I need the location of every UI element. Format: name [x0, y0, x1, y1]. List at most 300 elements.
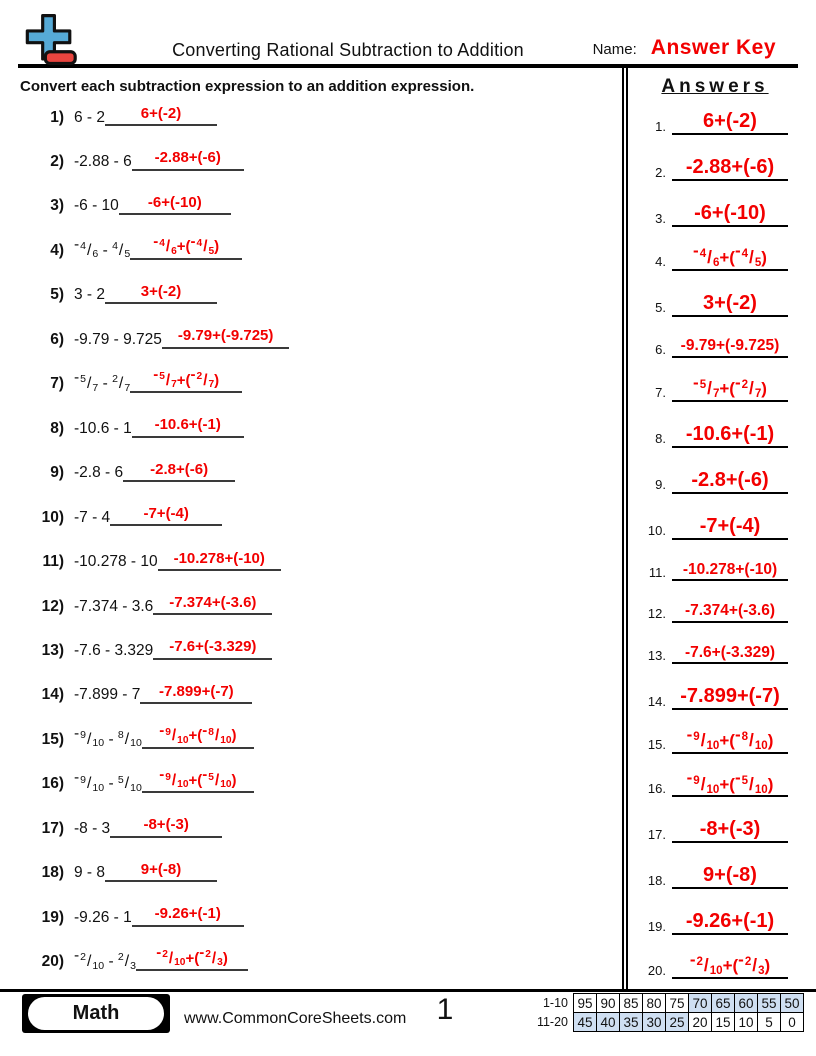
fraction-minus: - [153, 232, 159, 250]
answers-row [638, 949, 792, 979]
answer-number: 7. [655, 385, 666, 401]
fraction-denominator: 10 [177, 734, 189, 746]
problem-answer-text: -8+(-3) [143, 816, 189, 834]
fraction [112, 242, 130, 259]
answer-text: -$^9$/10+(-$^8$/10) [686, 724, 774, 753]
problem-row [20, 505, 618, 526]
problem-expression: -$^9$/10 - $^8$/10 [74, 724, 142, 750]
fraction [153, 232, 177, 257]
problem-number: 20) [41, 953, 64, 971]
answer-number: 14. [647, 693, 666, 709]
fraction-numerator: 9 [693, 731, 700, 744]
answer-text: -$^9$/10+(-$^5$/10) [686, 768, 774, 796]
fraction-numerator: 4 [196, 238, 203, 250]
answer-number: 11. [648, 564, 666, 580]
problem-expression: 6 - 2 [74, 108, 106, 126]
fraction-slash: / [203, 238, 208, 256]
answer-number: 19. [647, 918, 666, 934]
problem-number: 11) [42, 553, 64, 571]
problem-row [20, 721, 618, 750]
answer-line [672, 561, 788, 582]
answer-line [672, 423, 788, 448]
problem-row [20, 366, 618, 394]
answer-text: -9.79+(-9.725) [680, 337, 780, 355]
answer-blank-line [162, 327, 289, 348]
fraction-numerator: 5 [117, 773, 124, 786]
problem-number: 15) [41, 730, 64, 748]
fraction-denominator: 7 [754, 388, 762, 400]
problem-number: 12) [41, 597, 64, 615]
grading-score-cell: 80 [643, 994, 666, 1013]
fraction-denominator: 10 [754, 740, 768, 753]
answer-text: -2.8+(-6) [691, 468, 769, 491]
fraction-slash: / [171, 727, 177, 745]
answers-row [638, 685, 792, 710]
fraction-numerator: 5 [741, 774, 749, 787]
fraction-numerator: 2 [80, 951, 87, 964]
fraction-denominator: 5 [208, 246, 215, 257]
fraction [118, 775, 142, 792]
answer-blank-line [132, 149, 244, 170]
problem-answer-text: -2.88+(-6) [154, 149, 221, 167]
answer-line [672, 241, 788, 271]
answer-number: 10. [647, 523, 666, 539]
problem-row [20, 105, 618, 126]
answers-row [638, 910, 792, 935]
fraction [190, 232, 215, 257]
fraction-denominator: 10 [92, 959, 105, 972]
problem-row [20, 905, 618, 926]
fraction-numerator: 2 [205, 949, 211, 961]
fraction-minus: - [202, 721, 208, 739]
problems-column [18, 68, 622, 989]
fraction [190, 366, 215, 391]
answer-line [672, 202, 788, 227]
fraction [734, 241, 762, 269]
fraction-denominator: 10 [706, 740, 720, 753]
problem-number: 19) [41, 908, 64, 926]
fraction-slash: / [165, 238, 171, 256]
website-url: www.CommonCoreSheets.com [184, 1010, 407, 1027]
grading-range-label: 1-10 [542, 996, 568, 1010]
answers-row [638, 110, 792, 135]
problem-row [20, 327, 618, 348]
fraction-minus: - [156, 943, 162, 961]
answers-row [638, 292, 792, 317]
problem-row [20, 683, 618, 704]
problem-number: 3) [50, 197, 64, 215]
answer-line [672, 768, 788, 798]
problems-list [20, 95, 618, 989]
page-number: 1 [436, 993, 454, 1026]
fraction [112, 375, 130, 392]
problem-expression: -8 - 3 [74, 819, 111, 837]
problem-expression: 3 - 2 [74, 286, 106, 304]
answer-line [672, 110, 788, 135]
problem-answer-text: 6+(-2) [140, 105, 182, 122]
answer-number: 8. [655, 431, 666, 447]
answers-row [638, 724, 792, 754]
answer-line [672, 469, 788, 494]
fraction-denominator: 10 [754, 783, 768, 796]
grading-score-cell: 5 [758, 1013, 781, 1032]
answer-blank-line [110, 505, 222, 526]
answer-blank-line [105, 105, 217, 126]
answers-heading: Answers [661, 76, 769, 97]
problem-expression: -7.899 - 7 [74, 686, 141, 704]
fraction-numerator: 9 [165, 727, 171, 739]
answer-number: 3. [655, 210, 666, 226]
instruction-text: Convert each subtraction expression to an addition expression. [20, 78, 475, 95]
fraction-slash: / [124, 730, 130, 748]
fraction-minus: - [199, 943, 205, 961]
worksheet-body [18, 68, 798, 989]
answer-blank-line [130, 366, 242, 393]
answer-blank-line [136, 943, 248, 971]
problem-answer-text: -9.26+(-1) [154, 905, 221, 923]
problem-number: 10) [41, 508, 64, 526]
fraction [738, 949, 765, 978]
fraction-denominator: 10 [706, 783, 720, 796]
problem-answer-text: -$^2$/10+(-$^2$/3) [156, 943, 228, 969]
problem-number: 2) [50, 153, 64, 171]
fraction-slash: / [749, 246, 754, 267]
problem-row [20, 416, 618, 437]
answer-line [672, 644, 788, 665]
answer-text: -7.899+(-7) [680, 685, 780, 708]
fraction-minus: - [190, 366, 196, 384]
fraction [689, 949, 723, 978]
fraction-numerator: 4 [80, 240, 87, 253]
answer-line [672, 515, 788, 540]
fraction-slash: / [118, 374, 124, 392]
answers-column [622, 68, 798, 989]
grading-score-cell: 20 [689, 1013, 712, 1032]
answer-text: -7+(-4) [699, 514, 761, 537]
fraction-numerator: 2 [741, 379, 749, 391]
answer-text: 9+(-8) [703, 864, 757, 887]
fraction-slash: / [707, 246, 712, 267]
fraction-denominator: 10 [220, 779, 232, 791]
fraction-denominator: 7 [92, 381, 99, 394]
fraction-denominator: 6 [171, 246, 177, 257]
fraction-numerator: 4 [159, 238, 165, 250]
fraction-slash: / [171, 771, 177, 789]
problem-expression: -7.6 - 3.329 [74, 642, 154, 660]
problem-expression: -7 - 4 [74, 508, 111, 526]
problem-row [20, 816, 618, 837]
fraction-slash: / [87, 241, 92, 259]
fraction [153, 366, 177, 391]
fraction-denominator: 10 [709, 965, 723, 978]
problem-number: 1) [50, 108, 64, 126]
answer-blank-line [105, 283, 217, 304]
problem-row [20, 943, 618, 972]
answer-number: 17. [647, 827, 666, 843]
grading-table-row [537, 1013, 804, 1032]
fraction [734, 372, 762, 400]
grading-table-row [537, 994, 804, 1013]
fraction-numerator: 4 [699, 247, 707, 260]
problem-answer-text: -7.6+(-3.329) [169, 638, 257, 656]
problem-row [20, 461, 618, 482]
footer [0, 989, 816, 1036]
fraction-denominator: 10 [130, 737, 142, 750]
problem-answer-text: -$^9$/10+(-$^8$/10) [159, 721, 237, 746]
answer-text: 6+(-2) [703, 110, 757, 132]
fraction-numerator: 9 [693, 774, 700, 787]
problem-expression: 9 - 8 [74, 864, 106, 882]
fraction [686, 768, 720, 796]
fraction-minus: - [686, 768, 693, 788]
problem-number: 7) [50, 375, 64, 393]
grading-score-cell: 50 [781, 994, 804, 1013]
name-row [593, 36, 790, 60]
fraction-denominator: 7 [171, 379, 177, 391]
fraction-minus: - [202, 766, 208, 784]
answer-line [672, 292, 788, 317]
fraction-slash: / [124, 952, 130, 970]
fraction-numerator: 2 [196, 371, 203, 383]
grading-score-cell: 95 [574, 994, 597, 1013]
fraction-denominator: 10 [177, 779, 189, 791]
answer-text: -10.6+(-1) [685, 422, 775, 445]
answer-line [672, 372, 788, 402]
problem-number: 18) [41, 864, 64, 882]
grading-score-cell: 85 [620, 994, 643, 1013]
answer-text: 3+(-2) [703, 291, 757, 314]
fraction-numerator: 5 [699, 379, 707, 391]
math-badge-label: Math [72, 1002, 120, 1024]
problem-answer-text: -$^5$/7+(-$^2$/7) [153, 366, 220, 391]
fraction-denominator: 10 [174, 957, 186, 969]
fraction-denominator: 7 [712, 388, 720, 400]
problem-answer-text: 3+(-2) [140, 282, 182, 300]
problem-answer-text: -7+(-4) [143, 505, 189, 523]
fraction [734, 724, 768, 753]
fraction-minus: - [190, 232, 196, 250]
fraction-numerator: 5 [208, 771, 214, 783]
name-label: Name: [592, 41, 637, 58]
fraction-denominator: 10 [92, 737, 105, 750]
fraction [693, 241, 720, 269]
problem-answer-text: -7.374+(-3.6) [169, 593, 257, 611]
answers-row [638, 768, 792, 798]
fraction-slash: / [87, 775, 92, 793]
answer-blank-line [132, 905, 244, 926]
problem-answer-text: -$^9$/10+(-$^5$/10) [159, 766, 237, 791]
fraction-numerator: 9 [80, 729, 87, 742]
fraction-minus: - [693, 241, 699, 261]
fraction-denominator: 10 [220, 734, 232, 746]
fraction [74, 369, 99, 394]
answer-key-text: Answer Key [650, 36, 776, 59]
fraction [199, 943, 223, 969]
answer-line [672, 602, 788, 623]
answer-line [672, 864, 788, 889]
fraction-denominator: 3 [130, 959, 137, 972]
grading-score-cell: 35 [620, 1013, 643, 1032]
problem-answer-text: -$^4$/6+(-$^4$/5) [153, 232, 220, 257]
fraction-slash: / [749, 730, 754, 751]
problem-expression: -9.79 - 9.725 [74, 330, 162, 348]
answer-line [672, 910, 788, 935]
problem-expression: -6 - 10 [74, 197, 119, 215]
answer-line [672, 949, 788, 979]
problem-number: 6) [50, 330, 64, 348]
fraction-denominator: 6 [712, 256, 720, 269]
fraction [202, 766, 232, 791]
answers-row [638, 515, 792, 540]
answer-text: -7.6+(-3.329) [684, 643, 776, 661]
fraction-minus: - [738, 949, 744, 969]
answer-number: 20. [647, 962, 666, 978]
answer-text: -6+(-10) [694, 201, 766, 224]
fraction [686, 724, 720, 753]
fraction-denominator: 5 [124, 248, 131, 261]
answer-text: -$^4$/6+(-$^4$/5) [693, 241, 767, 269]
fraction-minus: - [159, 766, 165, 784]
grading-score-cell: 60 [735, 994, 758, 1013]
fraction-slash: / [211, 949, 217, 967]
fraction [118, 731, 142, 748]
problem-row [20, 550, 618, 571]
answer-text: -9.26+(-1) [685, 910, 775, 933]
math-badge-pill [28, 997, 164, 1030]
problem-answer-text: 9+(-8) [140, 860, 182, 878]
fraction [202, 721, 232, 746]
problem-number: 5) [50, 286, 64, 304]
problem-row [20, 594, 618, 615]
fraction-numerator: 4 [112, 240, 118, 253]
problem-expression: -7.374 - 3.6 [74, 597, 154, 615]
page-title: Converting Rational Subtraction to Addition [172, 40, 524, 60]
fraction-minus: - [74, 946, 80, 964]
grading-score-cell: 75 [666, 994, 689, 1013]
fraction-slash: / [214, 727, 220, 745]
fraction-numerator: 8 [208, 727, 214, 739]
problem-row [20, 638, 618, 659]
problem-row [20, 766, 618, 794]
fraction-numerator: 2 [112, 373, 118, 386]
answers-row [638, 602, 792, 623]
fraction-minus: - [689, 949, 696, 969]
answer-blank-line [123, 461, 235, 482]
answer-text: -7.374+(-3.6) [684, 602, 776, 620]
problem-expression: -$^2$/10 - $^2$/3 [74, 946, 137, 972]
fraction-minus: - [74, 235, 80, 253]
answer-number: 9. [655, 477, 666, 493]
fraction-numerator: 2 [117, 951, 124, 964]
grading-score-cell: 30 [643, 1013, 666, 1032]
grading-score-cell: 0 [781, 1013, 804, 1032]
problem-expression: -$^5$/7 - $^2$/7 [74, 369, 131, 394]
fraction [734, 768, 768, 796]
answers-row [638, 644, 792, 665]
fraction-minus: - [734, 241, 741, 261]
fraction-slash: / [87, 952, 92, 970]
fraction-numerator: 8 [117, 729, 124, 742]
problem-row [20, 232, 618, 261]
answers-row [638, 202, 792, 227]
answer-line [672, 156, 788, 181]
grading-score-cell: 10 [735, 1013, 758, 1032]
fraction-minus: - [153, 366, 159, 384]
answers-row [638, 561, 792, 582]
answers-row [638, 818, 792, 843]
grading-score-cell: 90 [597, 994, 620, 1013]
fraction-slash: / [168, 949, 174, 967]
answer-number: 6. [655, 341, 666, 357]
problem-row [20, 283, 618, 304]
fraction [74, 769, 105, 794]
grading-score-cell: 45 [574, 1013, 597, 1032]
problem-answer-text: -2.8+(-6) [150, 460, 209, 478]
problem-answer-text: -6+(-10) [147, 193, 202, 211]
fraction-slash: / [749, 378, 754, 398]
fraction-numerator: 2 [696, 956, 703, 969]
answers-row [638, 469, 792, 494]
problem-number: 16) [41, 775, 64, 793]
fraction-minus: - [734, 768, 741, 788]
problem-expression: -$^9$/10 - $^5$/10 [74, 769, 142, 794]
problem-answer-text: -10.278+(-10) [173, 549, 265, 567]
fraction-slash: / [118, 241, 124, 259]
answers-row [638, 372, 792, 402]
answer-number: 13. [647, 647, 666, 663]
fraction-slash: / [124, 775, 130, 793]
answer-blank-line [130, 232, 242, 259]
grading-score-cell: 15 [712, 1013, 735, 1032]
answer-blank-line [119, 194, 231, 215]
grading-score-cell: 65 [712, 994, 735, 1013]
problem-number: 14) [41, 686, 64, 704]
answer-text: -$^5$/7+(-$^2$/7) [693, 372, 767, 400]
answers-row [638, 864, 792, 889]
fraction-minus: - [734, 724, 741, 744]
fraction-minus: - [734, 372, 741, 392]
problem-number: 13) [41, 642, 64, 660]
answers-row [638, 156, 792, 181]
fraction-denominator: 7 [208, 379, 215, 391]
fraction-minus: - [74, 369, 80, 387]
fraction [74, 235, 99, 261]
fraction-numerator: 4 [741, 247, 749, 260]
answer-number: 4. [655, 254, 666, 270]
fraction-minus: - [74, 724, 80, 742]
answer-text: -2.88+(-6) [685, 155, 775, 178]
problem-answer-text: -10.6+(-1) [154, 416, 221, 434]
answer-line [672, 818, 788, 843]
answer-text: -8+(-3) [699, 818, 761, 841]
answer-number: 16. [647, 781, 666, 797]
answer-blank-line [153, 638, 272, 659]
fraction-slash: / [87, 374, 92, 392]
fraction [74, 724, 105, 750]
fraction-numerator: 9 [165, 771, 171, 783]
fraction-denominator: 3 [217, 957, 223, 969]
answer-blank-line [158, 550, 281, 571]
problem-expression: -2.8 - 6 [74, 464, 124, 482]
fraction-slash: / [703, 955, 709, 976]
answers-list [638, 98, 792, 989]
problem-number: 8) [50, 419, 64, 437]
fraction-denominator: 5 [754, 256, 762, 269]
fraction-slash: / [214, 771, 220, 789]
answer-blank-line [110, 816, 222, 837]
problem-number: 4) [50, 241, 64, 259]
answer-text: -$^2$/10+(-$^2$/3) [689, 949, 771, 978]
